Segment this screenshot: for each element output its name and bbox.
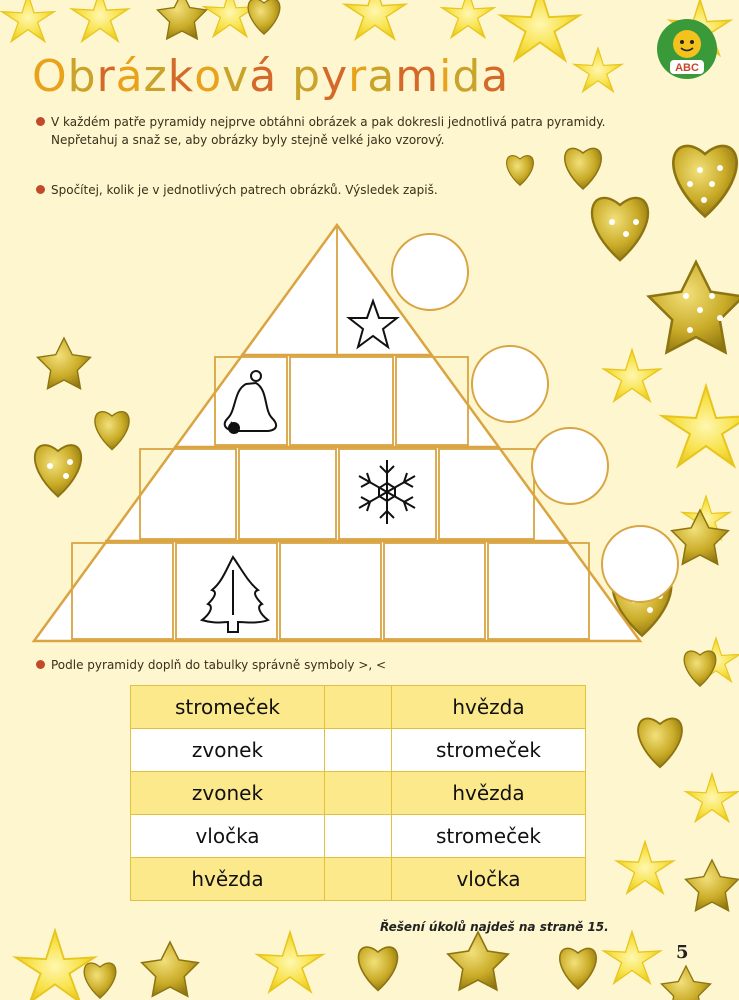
title-letter: r [348,51,368,102]
left-word: hvězda [131,858,325,901]
left-word: vločka [131,815,325,858]
title-letter: O [32,51,68,102]
title-letter: a [481,51,510,102]
title-letter: k [167,51,195,102]
title-letter: á [115,51,144,102]
instruction-2-text: Spočítej, kolik je v jednotlivých patrech obrázků. Výsledek zapiš. [51,183,438,197]
table-row [131,815,586,858]
table-row [131,858,586,901]
page-number: 5 [676,942,689,963]
title-letter: y [321,51,349,102]
title-letter: d [452,51,482,102]
right-word: hvězda [392,772,586,815]
table-row [131,686,586,729]
right-word: vločka [392,858,586,901]
right-word: stromeček [392,729,586,772]
right-word: hvězda [392,686,586,729]
answer-circle-row-4[interactable] [602,526,678,602]
title-letter: z [143,51,168,102]
title-letter: b [67,51,97,102]
instruction-3-text: Podle pyramidy doplň do tabulky správně symboly >, < [51,658,387,672]
title-letter: m [395,51,440,102]
instruction-1-line1: V každém patře pyramidy nejprve obtáhni obrázek a pak dokresli jednotlivá patra pyramidy. [51,115,606,129]
symbol-cell[interactable] [325,686,392,729]
left-word: stromeček [131,686,325,729]
right-word: stromeček [392,815,586,858]
symbol-cell[interactable] [325,729,392,772]
solution-note: Řešení úkolů najdeš na straně 15. [380,920,609,934]
comparison-table [130,685,586,901]
title-letter: á [249,51,278,102]
title-letter: o [194,51,223,102]
answer-circle-row-2[interactable] [472,346,548,422]
answer-circle-row-3[interactable] [532,428,608,504]
left-word: zvonek [131,772,325,815]
symbol-cell[interactable] [325,772,392,815]
logo-label: ABC [675,62,699,74]
table-row [131,772,586,815]
answer-circle-row-1[interactable] [392,234,468,310]
symbol-cell[interactable] [325,815,392,858]
table-row [131,729,586,772]
instruction-1-line2: Nepřetahuj a snaž se, aby obrázky byly stejně velké jako vzorový. [51,133,445,147]
symbol-cell[interactable] [325,858,392,901]
title-letter: r [96,51,116,102]
title-letter: i [439,51,453,102]
left-word: zvonek [131,729,325,772]
title-letter: p [292,51,322,102]
title-letter: a [367,51,396,102]
title-letter: v [222,51,250,102]
